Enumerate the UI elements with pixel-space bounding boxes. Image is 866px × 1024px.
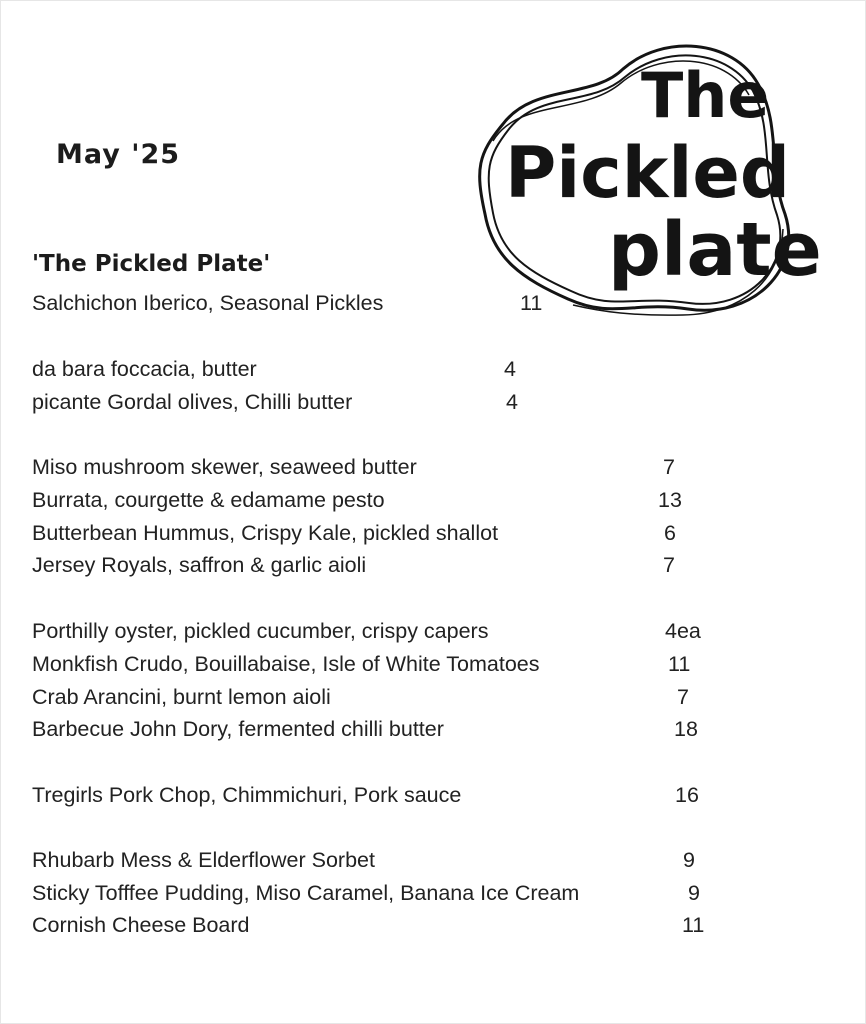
menu-item-name: Rhubarb Mess & Elderflower Sorbet xyxy=(32,848,375,872)
menu-item-name: Cornish Cheese Board xyxy=(32,913,250,937)
menu-date: May '25 xyxy=(56,139,181,170)
menu-item-price: 7 xyxy=(663,553,675,577)
menu-item-name: Crab Arancini, burnt lemon aioli xyxy=(32,685,331,709)
menu-item-price: 7 xyxy=(663,455,675,479)
menu-item-price: 16 xyxy=(675,783,699,807)
menu-item-price: 4 xyxy=(506,390,518,414)
menu-item-name: Butterbean Hummus, Crispy Kale, pickled shallot xyxy=(32,521,499,545)
section-title: 'The Pickled Plate' xyxy=(32,251,271,277)
menu-item-name: Jersey Royals, saffron & garlic aioli xyxy=(32,553,367,577)
menu-item-name: picante Gordal olives, Chilli butter xyxy=(32,390,353,414)
menu-item-name: Miso mushroom skewer, seaweed butter xyxy=(32,455,417,479)
logo-line-1: The xyxy=(641,59,770,132)
menu-item-price: 11 xyxy=(668,652,691,676)
menu-item-name: Tregirls Pork Chop, Chimmichuri, Pork sauce xyxy=(32,783,462,807)
menu-item-price: 18 xyxy=(674,717,698,741)
logo-line-2: Pickled xyxy=(505,132,790,214)
menu-item-name: Monkfish Crudo, Bouillabaise, Isle of White Tomatoes xyxy=(32,652,540,676)
menu-item-name: Salchichon Iberico, Seasonal Pickles xyxy=(32,291,384,315)
menu-item-price: 7 xyxy=(677,685,689,709)
menu-item-price: 4 xyxy=(504,357,516,381)
menu-item-price: 6 xyxy=(664,521,676,545)
logo-line-3: plate xyxy=(608,207,822,293)
logo-badge xyxy=(463,29,822,324)
menu-item-name: Porthilly oyster, pickled cucumber, crispy capers xyxy=(32,619,489,643)
menu-item-price: 13 xyxy=(658,488,682,512)
menu-item-price: 9 xyxy=(683,848,695,872)
menu-item-name: Sticky Tofffee Pudding, Miso Caramel, Banana Ice Cream xyxy=(32,881,580,905)
menu-item-price: 4ea xyxy=(665,619,701,643)
menu-item-name: da bara foccacia, butter xyxy=(32,357,257,381)
menu-item-name: Burrata, courgette & edamame pesto xyxy=(32,488,385,512)
logo xyxy=(463,29,822,324)
menu-item-price: 11 xyxy=(682,913,705,937)
menu-item-price: 11 xyxy=(520,291,543,315)
menu-item-price: 9 xyxy=(688,881,700,905)
menu-item-name: Barbecue John Dory, fermented chilli butter xyxy=(32,717,444,741)
